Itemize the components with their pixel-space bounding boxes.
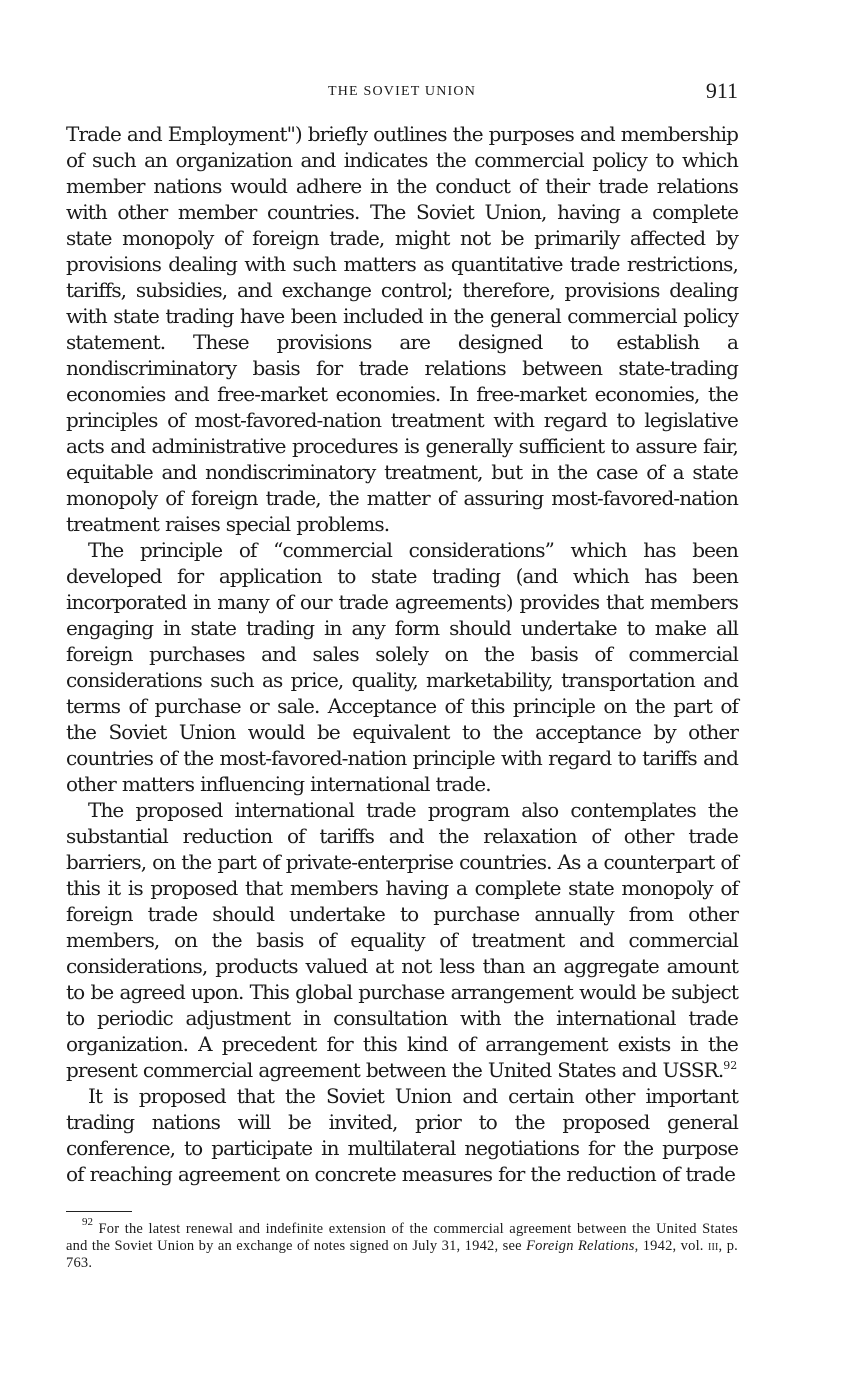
running-head <box>66 78 738 108</box>
body-text <box>66 121 738 1187</box>
footnote-rule <box>66 1211 132 1212</box>
footnote-reference: 92 <box>723 1059 738 1072</box>
footnote-source-title: Foreign Relations <box>526 1238 635 1254</box>
paragraph-1: Trade and Employment") briefly outlines the purposes and membership of such an organization and indicates the commercial policy to which member nations would adhere in the conduct of their trade relations with other member countries. The Soviet Union, having a complete state monopoly of foreign trade, might not be primarily affected by provisions dealing with such matters as quantitative trade restrictions, tariffs, subsidies, and exchange control; therefore, provisions dealing with state trading have been included in the general commercial policy statement. These provisions are designed to establish a nondiscriminatory basis for trade relations between state-trading economies and free-market economies. In free-market economies, the principles of most-favored-nation treatment with regard to legislative acts and administrative procedures is generally sufficient to assure fair, equitable and nondiscriminatory treatment, but in the case of a state monopoly of foreign trade, the matter of assuring most-favored-nation treatment raises special problems. <box>66 122 739 536</box>
footnote <box>66 1216 738 1272</box>
footnote-marker: 92 <box>82 1216 93 1228</box>
paragraph-4: It is proposed that the Soviet Union and certain other important trading nations will be invited, prior to the proposed general conference, to participate in multilateral negotiations for the purpose of reaching agreement on concrete measures for the reduction of trade <box>66 1084 738 1186</box>
footnote-page: , p. 763. <box>66 1238 738 1271</box>
footnote-text: For the latest renewal and indefinite extension of the commercial agreement between the United States and the Soviet Union by an exchange of notes signed on July 31, 1942, see <box>66 1221 738 1254</box>
paragraph-2: The principle of “commercial considerations” which has been developed for application to state trading (and which has been incorporated in many of our trade agreements) provides that members engaging in state trading in any form should undertake to make all foreign purchases and sales solely on the basis of commercial considerations such as price, quality, marketability, transportation and terms of purchase or sale. Acceptance of this principle on the part of the Soviet Union would be equivalent to the acceptance by other countries of the most-favored-nation principle with regard to tariffs and other matters influencing international trade. <box>66 538 738 796</box>
page-number: 911 <box>705 78 738 103</box>
document-page <box>66 0 738 1380</box>
paragraph-3 <box>66 797 738 1083</box>
footnote-volume: iii <box>707 1238 719 1254</box>
paragraph-3-text: The proposed international trade program also contemplates the substantial reduction of tariffs and the relaxation of other trade barriers, on the part of private-enterprise countries. As a counterpart of this it is proposed that members having a complete state monopoly of foreign trade should undertake to purchase annually from other members, on the basis of equality of treatment and commercial considerations, products valued at not less than an aggregate amount to be agreed upon. This global purchase arrangement would be subject to periodic adjustment in consultation with the international trade organization. A precedent for this kind of arrangement exists in the present commercial agreement between the United States and USSR. <box>66 798 738 1082</box>
running-title: THE SOVIET UNION <box>327 84 477 99</box>
footnote-year: , 1942, vol. <box>634 1238 708 1254</box>
